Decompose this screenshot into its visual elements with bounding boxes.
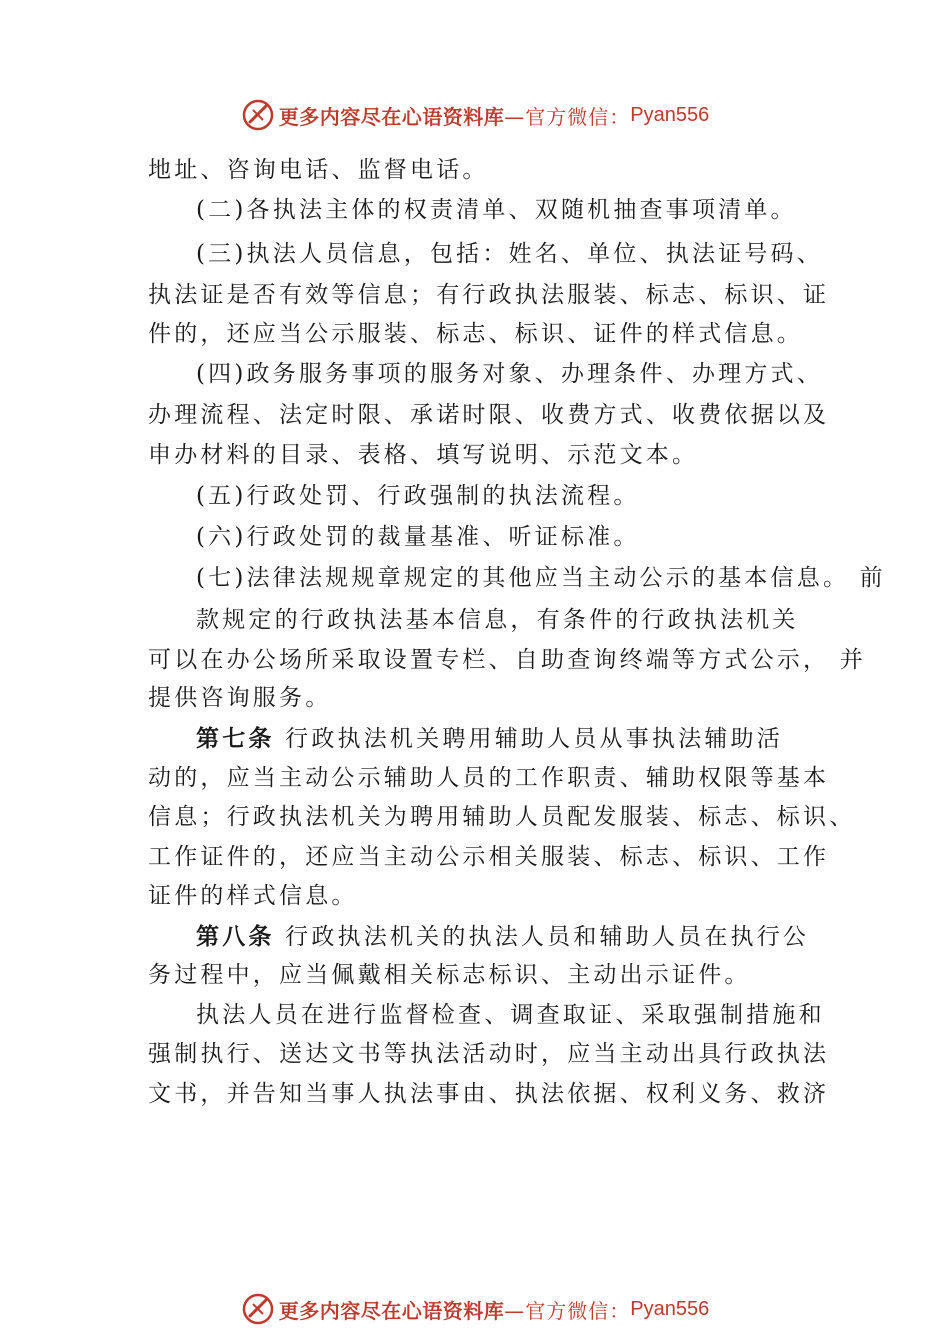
header-brand-text: 更多内容尽在心语资料库 <box>278 104 505 129</box>
footer-wechat-id: Pyan556 <box>630 1297 710 1320</box>
article-7-text: 行政执法机关聘用辅助人员从事执法辅助活 <box>285 726 783 752</box>
article-7-label: 第七条 <box>196 725 275 752</box>
text-line: (七)法律法规规章规定的其他应当主动公示的基本信息。 前 <box>196 565 886 591</box>
footer-brand-text: 更多内容尽在心语资料库 <box>278 1298 505 1323</box>
text-line: 强制执行、送达文书等执法活动时，应当主动出具行政执法 <box>148 1041 830 1067</box>
article-7-line <box>196 724 783 754</box>
brand-logo-icon <box>241 98 275 132</box>
text-line: 信息；行政执法机关为聘用辅助人员配发服装、标志、标识、 <box>148 804 856 830</box>
text-line: (三)执法人员信息，包括：姓名、单位、执法证号码、 <box>196 241 823 267</box>
text-line: 可以在办公场所采取设置专栏、自助查询终端等方式公示， 并 <box>148 647 866 673</box>
footer-banner <box>0 1289 950 1329</box>
header-wechat-label: —官方微信： <box>504 104 631 129</box>
text-line: (六)行政处罚的裁量基准、听证标准。 <box>196 524 640 550</box>
text-line: 工作证件的，还应当主动公示相关服装、标志、标识、工作 <box>148 844 830 870</box>
brand-logo-icon <box>241 1292 275 1326</box>
text-line: 证件的样式信息。 <box>148 883 358 909</box>
text-line: (四)政务服务事项的服务对象、办理条件、办理方式、 <box>196 361 823 387</box>
article-8-line <box>196 922 809 952</box>
text-line: 执法证是否有效等信息；有行政执法服装、标志、标识、证 <box>148 282 830 308</box>
header-banner <box>0 95 950 135</box>
text-line: 地址、咨询电话、监督电话。 <box>148 157 489 183</box>
footer-wechat-label: —官方微信： <box>504 1298 631 1323</box>
text-line: 务过程中，应当佩戴相关标志标识、主动出示证件。 <box>148 962 751 988</box>
text-line: 文书，并告知当事人执法事由、执法依据、权利义务、救济 <box>148 1081 830 1107</box>
text-line: 办理流程、法定时限、承诺时限、收费方式、收费依据以及 <box>148 402 830 428</box>
article-8-text: 行政执法机关的执法人员和辅助人员在执行公 <box>285 924 810 950</box>
text-line: (五)行政处罚、行政强制的执法流程。 <box>196 483 640 509</box>
article-8-label: 第八条 <box>196 923 275 950</box>
text-line: (二)各执法主体的权责清单、双随机抽查事项清单。 <box>196 197 797 223</box>
text-line: 动的，应当主动公示辅助人员的工作职责、辅助权限等基本 <box>148 765 830 791</box>
text-line: 提供咨询服务。 <box>148 685 332 711</box>
header-wechat-id: Pyan556 <box>630 103 710 126</box>
text-line: 申办材料的目录、表格、填写说明、示范文本。 <box>148 442 699 468</box>
text-line: 件的，还应当公示服装、标志、标识、证件的样式信息。 <box>148 321 803 347</box>
text-line: 款规定的行政执法基本信息，有条件的行政执法机关 <box>196 607 799 633</box>
text-line: 执法人员在进行监督检查、调查取证、采取强制措施和 <box>196 1002 825 1028</box>
